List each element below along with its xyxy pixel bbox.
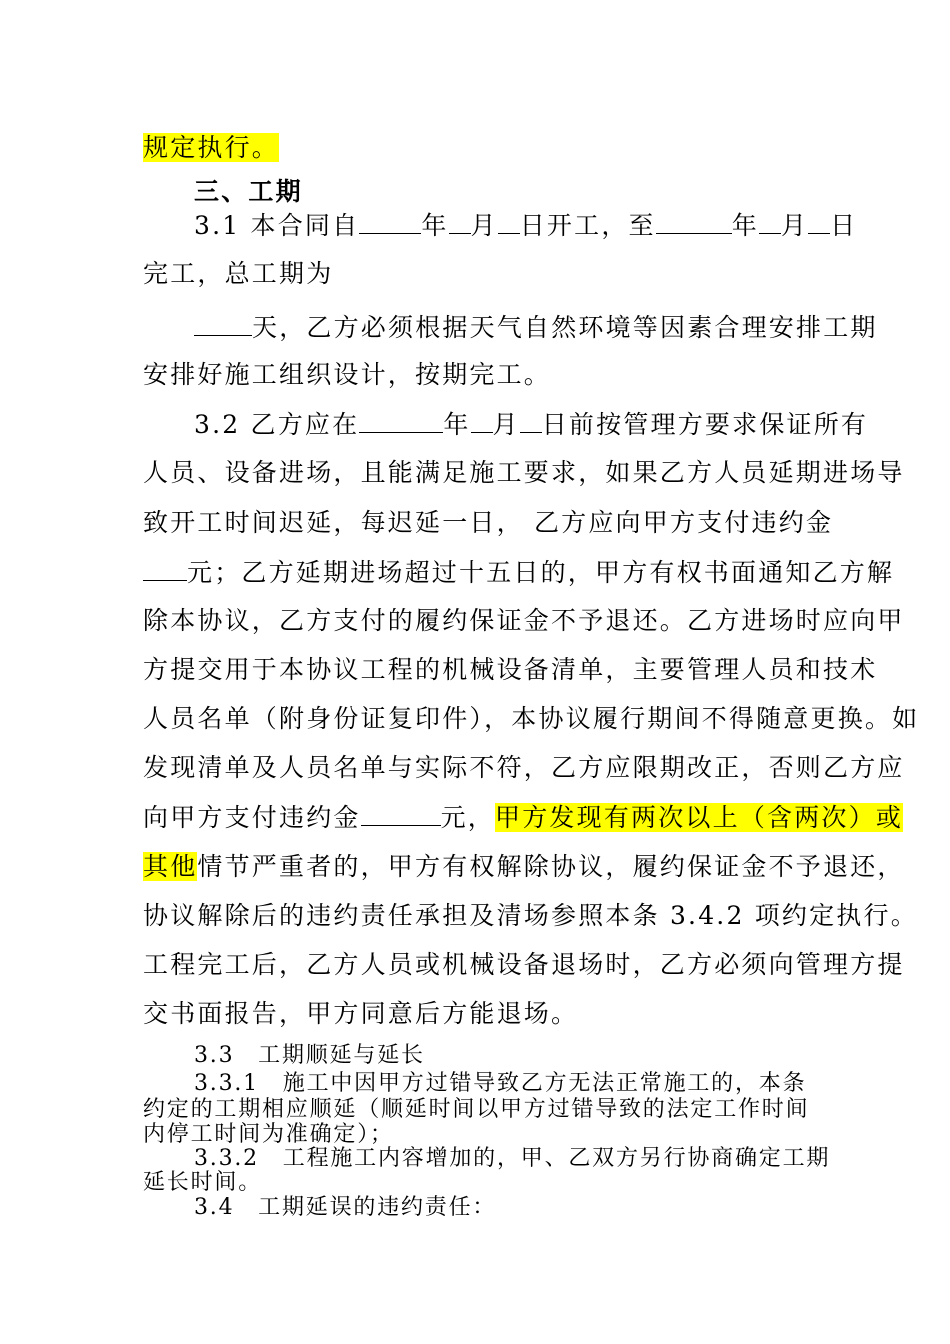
blank-field xyxy=(656,209,732,234)
text-line: 致开工时间迟延，每迟延一日， 乙方应向甲方支付违约金 xyxy=(143,508,834,537)
blank-field xyxy=(471,408,493,433)
text-line: 天，乙方必须根据天气自然环境等因素合理安排工期 xyxy=(194,311,878,344)
text-line: 约定的工期相应顺延（顺延时间以甲方过错导致的法定工作时间 xyxy=(143,1097,810,1122)
text-line: 3.3.1 施工中因甲方过错导致乙方无法正常施工的，本条 xyxy=(194,1071,807,1096)
text-line: 安排好施工组织设计，按期完工。 xyxy=(143,360,552,389)
text-line xyxy=(143,132,279,164)
blank-field xyxy=(194,311,252,336)
blank-field xyxy=(808,209,830,234)
text-line: 3.2 乙方应在 年 月 日前按管理方要求保证所有 xyxy=(194,410,869,439)
text-line: 3.3 工期顺延与延长 xyxy=(194,1043,425,1068)
text-line: 完工，总工期为 xyxy=(143,259,334,288)
blank-field xyxy=(759,209,781,234)
text-line: 内停工时间为准确定）； xyxy=(143,1122,394,1147)
text-line: 延长时间。 xyxy=(143,1170,263,1195)
highlighted-text: 甲方发现有两次以上（含两次）或 xyxy=(495,803,904,832)
highlighted-text: 规定执行。 xyxy=(143,133,280,162)
blank-field xyxy=(359,209,421,234)
text-line: 发现清单及人员名单与实际不符，乙方应限期改正，否则乙方应 xyxy=(143,753,905,782)
text-line: 交书面报告，甲方同意后方能退场。 xyxy=(143,999,579,1028)
text-line: 其他情节严重者的，甲方有权解除协议，履约保证金不予退还， xyxy=(143,852,905,881)
text-line: 3.4 工期延误的违约责任： xyxy=(194,1195,497,1220)
blank-field xyxy=(359,408,443,433)
text-line: 人员名单（附身份证复印件），本协议履行期间不得随意更换。如 xyxy=(143,704,920,733)
text-line: 工程完工后，乙方人员或机械设备退场时，乙方必须向管理方提 xyxy=(143,950,905,979)
text-line: 人员、设备进场，且能满足施工要求，如果乙方人员延期进场导 xyxy=(143,458,905,487)
text-line: 除本协议，乙方支付的履约保证金不予退还。乙方进场时应向甲 xyxy=(143,606,905,635)
blank-field xyxy=(498,209,520,234)
text-line: 3.1 本合同自 年 月 日开工，至 年 月 日 xyxy=(194,211,858,240)
text-line: 元；乙方延期进场超过十五日的，甲方有权书面通知乙方解 xyxy=(143,556,894,589)
blank-field xyxy=(520,408,542,433)
text-line: 方提交用于本协议工程的机械设备清单，主要管理人员和技术 xyxy=(143,655,878,684)
blank-field xyxy=(143,556,187,581)
blank-field xyxy=(361,801,441,826)
blank-field xyxy=(449,209,471,234)
highlighted-text: 其他 xyxy=(143,852,198,881)
text-line: 向甲方支付违约金 元，甲方发现有两次以上（含两次）或 xyxy=(143,803,904,832)
text-line: 协议解除后的违约责任承担及清场参照本条 3.4.2 项约定执行。 xyxy=(143,901,918,930)
section-heading: 三、工期 xyxy=(194,177,303,206)
text-line: 3.3.2 工程施工内容增加的，甲、乙双方另行协商确定工期 xyxy=(194,1146,831,1171)
